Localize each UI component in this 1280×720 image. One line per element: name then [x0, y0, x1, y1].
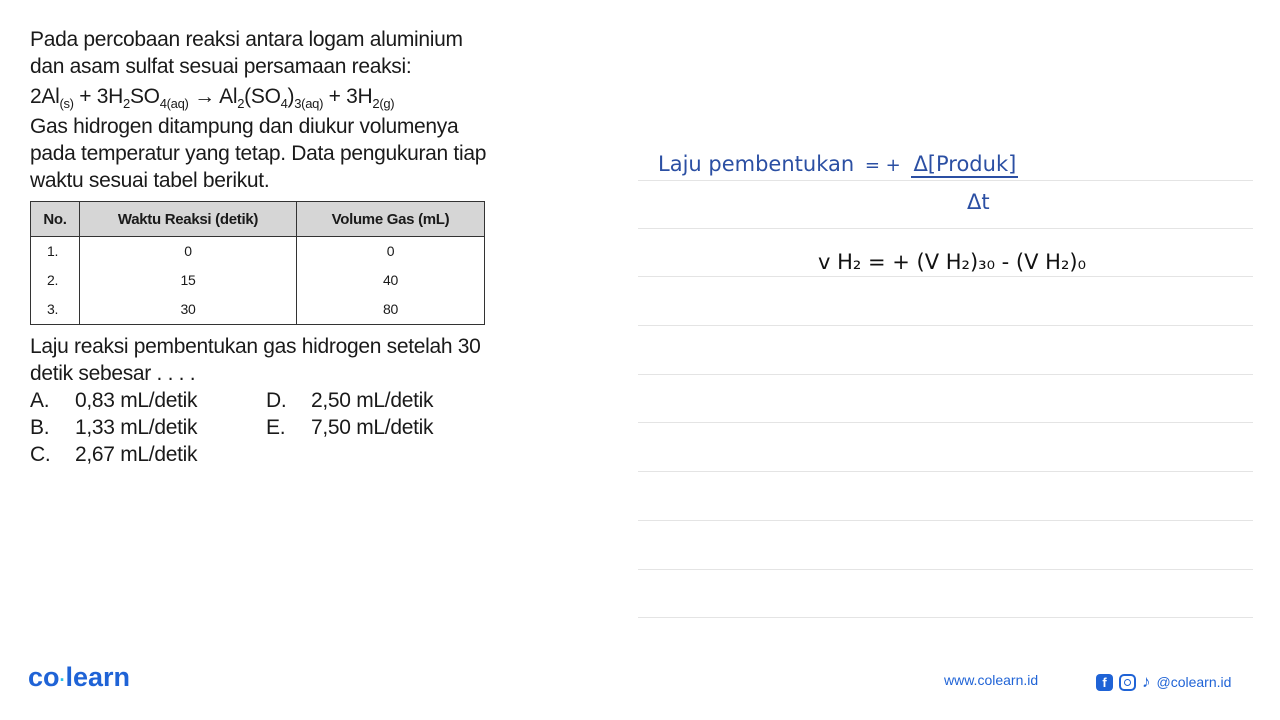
option-b[interactable]	[30, 414, 266, 441]
option-a[interactable]	[30, 387, 266, 414]
table-header-volume: Volume Gas (mL)	[297, 202, 485, 237]
social-links	[1096, 672, 1231, 692]
option-text: 2,50 mL/detik	[311, 389, 434, 412]
instagram-icon[interactable]	[1119, 674, 1136, 691]
ruled-line	[638, 520, 1253, 521]
table-cell: 40	[297, 266, 485, 295]
table-cell: 3.	[31, 295, 80, 325]
ruled-line	[638, 471, 1253, 472]
option-letter: A.	[30, 389, 50, 412]
option-text: 1,33 mL/detik	[75, 416, 198, 439]
reaction-equation: $2Al_{(s)} + 3H_2SO_{4(aq)} \to Al_2(SO_4)_{3(aq)} + 3H_{2(g)}$	[30, 85, 395, 111]
ruled-line	[638, 180, 1253, 181]
data-table	[30, 201, 485, 325]
table-cell: 30	[80, 295, 297, 325]
option-text: 2,67 mL/detik	[75, 443, 198, 466]
table-row	[31, 237, 485, 267]
option-letter: C.	[30, 443, 51, 466]
ruled-line	[638, 276, 1253, 277]
option-letter: D.	[266, 389, 287, 412]
option-text: 0,83 mL/detik	[75, 389, 198, 412]
rate-label: Laju pembentukan	[658, 152, 855, 176]
question-block	[30, 26, 490, 468]
ruled-line	[638, 374, 1253, 375]
option-c[interactable]	[30, 441, 266, 468]
table-cell: 0	[297, 237, 485, 267]
option-d[interactable]	[266, 387, 486, 414]
answer-options	[30, 387, 490, 468]
table-cell: 80	[297, 295, 485, 325]
option-text: 7,50 mL/detik	[311, 416, 434, 439]
facebook-icon[interactable]: f	[1096, 674, 1113, 691]
table-header-no: No.	[31, 202, 80, 237]
colearn-logo: co·learn	[28, 662, 131, 692]
ruled-line	[638, 422, 1253, 423]
equals-plus: = +	[864, 155, 901, 176]
option-letter: B.	[30, 416, 50, 439]
v-formula: v H₂ = + (V H₂)₃₀ - (V H₂)₀	[818, 250, 1086, 274]
question-description: Gas hidrogen ditampung dan diukur volumenya pada temperatur yang tetap. Data pengukuran tiap waktu sesuai tabel berikut.	[30, 115, 487, 192]
ruled-line	[638, 325, 1253, 326]
table-cell: 1.	[31, 237, 80, 267]
tiktok-icon[interactable]: ♪	[1142, 672, 1151, 691]
question-intro: Pada percobaan reaksi antara logam aluminium dan asam sulfat sesuai persamaan reaksi:	[30, 28, 463, 78]
ruled-line	[638, 569, 1253, 570]
table-row	[31, 266, 485, 295]
formula-denominator: Δt	[967, 190, 990, 214]
table-cell: 0	[80, 237, 297, 267]
question-ask: Laju reaksi pembentukan gas hidrogen setelah 30 detik sebesar . . . .	[30, 335, 481, 385]
option-e[interactable]	[266, 414, 486, 441]
ruled-line	[638, 228, 1253, 229]
option-letter: E.	[266, 416, 286, 439]
table-cell: 2.	[31, 266, 80, 295]
ruled-line	[638, 617, 1253, 618]
table-header-time: Waktu Reaksi (detik)	[80, 202, 297, 237]
rate-formula	[658, 152, 1018, 178]
table-row	[31, 295, 485, 325]
formula-numerator: Δ[Produk]	[913, 152, 1017, 176]
social-handle[interactable]: @colearn.id	[1156, 674, 1232, 690]
website-link[interactable]: www.colearn.id	[944, 672, 1039, 688]
table-cell: 15	[80, 266, 297, 295]
